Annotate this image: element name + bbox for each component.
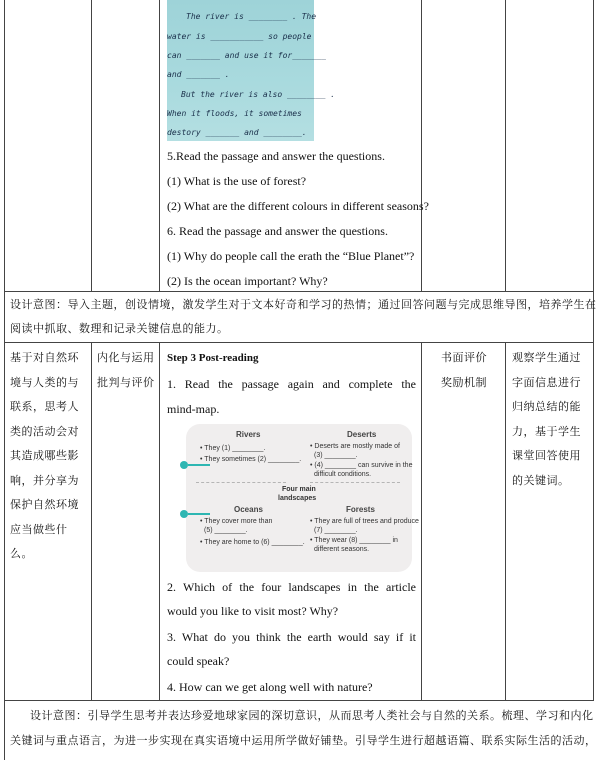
mind-deserts-line: • Deserts are mostly made of [310,443,400,450]
evaluation-focus-line: 的关键词。 [512,473,570,487]
mind-forests-line: different seasons. [314,546,370,553]
design-intent-2-line-2: 关键词与重点语言，为进一步实现在真实语境中运用所学做好铺垫。引导学生进行超越语篇、联系实际生活的活动， [10,734,597,747]
mind-deserts-title: Deserts [347,430,377,439]
mind-rivers-line: • They (1) ________. [200,445,266,452]
col-divider-3 [421,0,422,291]
mind-forests-line: • They are full of trees and produce [310,518,419,525]
evaluation-focus-line: 力，基于学生 [512,424,581,438]
evaluation-focus-line: 归纳总结的能 [512,400,581,413]
river-line-5: But the river is also ________ . [181,90,336,99]
mind-divider [310,482,400,483]
row-divider-3 [4,700,594,701]
mind-connector-line [188,464,210,466]
task-2-line-1: 2. Which of the four landscapes in the article [167,580,416,594]
mind-connector-dot [180,510,188,518]
river-line-4: and _______ . [167,70,230,79]
col-divider-1b [91,342,92,700]
evaluation-method-cell [441,346,487,395]
evaluation-method-line: 奖励机制 [441,375,487,389]
task-2-line-2: would you like to visit most? Why? [167,604,339,618]
evaluation-method-line: 书面评价 [441,351,487,364]
question-6: 6. Read the passage and answer the questions. [167,224,388,238]
objective-line: 么。 [10,547,33,560]
mind-deserts-line: (3) ________. [314,452,358,459]
task-3-line-1: 3. What do you think the earth would say if it [167,630,416,644]
mind-connector-line [188,513,210,515]
row-divider-2 [4,342,594,343]
objective-line: 基于对自然环 [10,351,79,364]
objective-line: 应当做些什 [10,522,68,536]
design-intent-1-line-1: 设计意图：导入主题，创设情境，激发学生对于文本好奇和学习的热情；通过回答问题与完成思维导图，培养学生在 [10,298,597,311]
objective-line: 类的活动会对 [10,424,79,438]
design-intent-2-line-1: 设计意图：引导学生思考并表达珍爱地球家园的深切意识，从而思考人类社会与自然的关系。梳理、学习和内化 [30,709,594,722]
mind-oceans-title: Oceans [234,505,263,514]
mind-deserts-line: difficult conditions. [314,471,372,478]
step-title: Step 3 Post-reading [167,352,259,364]
evaluation-focus-line: 观察学生通过 [512,351,581,364]
river-exercise-image [167,0,336,141]
col-divider-3b [421,342,422,700]
river-line-3: can _______ and use it for_______ [167,51,326,60]
task-3-line-2: could speak? [167,654,230,668]
task-1-line-2: mind-map. [167,402,220,416]
mind-center-label: Four main [282,486,316,493]
evaluation-focus-line: 课堂回答使用 [512,449,581,462]
mind-divider [196,482,286,483]
mind-center-label: landscapes [278,495,317,502]
mind-forests-line: • They wear (8) ________ in [310,537,398,544]
table-border-right [593,0,594,700]
mind-oceans-line: • They are home to (6) ________. [200,539,305,546]
col-divider-2 [159,0,160,291]
river-line-1: The river is ________ . The [186,12,317,21]
activity-type-line: 内化与运用 [97,351,155,364]
task-4: 4. How can we get along well with nature? [167,680,373,694]
river-line-7: destory _______ and ________. [167,128,307,137]
row-divider-1 [4,291,594,292]
mind-forests-title: Forests [346,505,375,514]
mind-oceans-line: • They cover more than [200,518,273,525]
mind-map-image [186,424,419,572]
col-divider-4 [505,0,506,291]
mind-connector-dot [180,461,188,469]
col-divider-4b [505,342,506,700]
question-5-1: (1) What is the use of forest? [167,174,307,188]
objective-line: 联系，思考人 [10,400,79,413]
col-divider-1 [91,0,92,291]
mind-rivers-line: • They sometimes (2) ________. [200,456,302,463]
question-6-1: (1) Why do people call the erath the “Blue Planet”? [167,249,415,263]
col-divider-2b [159,342,160,700]
objective-line: 其造成哪些影 [10,449,79,462]
activity-type-line: 批判与评价 [97,375,155,389]
mind-deserts-line: • (4) ________ can survive in the [310,462,413,469]
question-5: 5.Read the passage and answer the questions. [167,149,385,163]
mind-oceans-line: (5) ________. [204,527,248,534]
objective-cell [10,346,88,567]
activity-type-cell [97,346,155,395]
objective-line: 保护自然环境 [10,498,79,511]
question-6-2: (2) Is the ocean important? Why? [167,274,328,288]
mind-forests-line: (7) ________. [314,527,358,534]
river-line-6: When it floods, it sometimes [167,109,302,118]
evaluation-focus-line: 字面信息进行 [512,375,581,389]
design-intent-1-line-2: 阅读中抓取、数理和记录关键信息的能力。 [10,322,229,335]
evaluation-focus-cell [512,346,581,493]
objective-line: 响，并分享为 [10,473,79,487]
table-border-left [4,0,5,760]
task-1-line-1: 1. Read the passage again and complete the [167,377,416,391]
question-5-2: (2) What are the different colours in different seasons? [167,199,429,213]
river-line-2: water is ___________ so people [167,32,312,41]
mind-rivers-title: Rivers [236,430,261,439]
objective-line: 境与人类的与 [10,375,79,389]
